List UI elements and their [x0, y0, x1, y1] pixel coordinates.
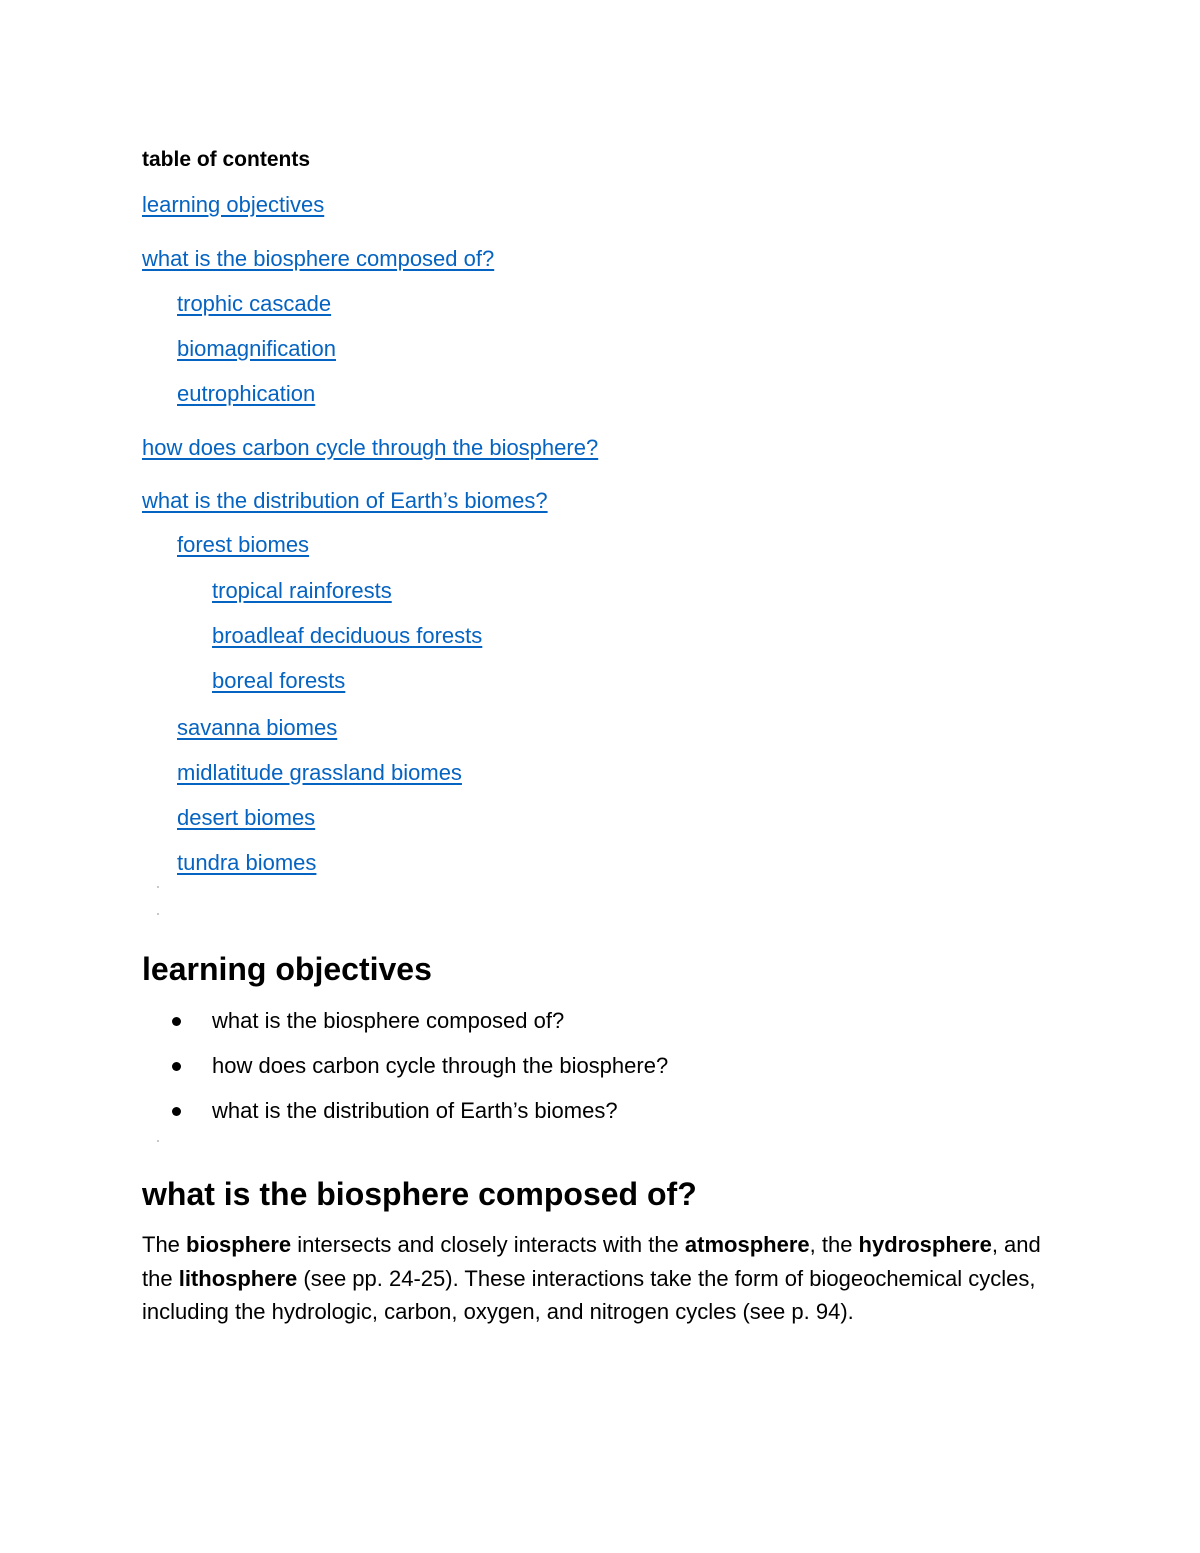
toc-link-distribution-biomes[interactable]: what is the distribution of Earth’s biomes? [142, 488, 548, 513]
list-item [172, 1051, 668, 1081]
paragraph-mark [157, 913, 159, 915]
toc-link-eutrophication[interactable]: eutrophication [177, 381, 316, 406]
bullet-icon [172, 1017, 181, 1026]
biosphere-heading: what is the biosphere composed of? [142, 1176, 697, 1212]
toc-link-trophic-cascade[interactable]: trophic cascade [177, 291, 332, 316]
para-text: (see pp. 24-25). These interactions take the form of biogeochemical cycles, including the hydrologic, carbon, oxygen, and nitrogen cycles (see p. 94). [142, 1265, 1036, 1324]
paragraph-mark [157, 886, 159, 888]
learning-objectives-heading: learning objectives [142, 951, 432, 987]
toc-link-broadleaf-deciduous-forests[interactable]: broadleaf deciduous forests [212, 623, 483, 648]
list-item [172, 1096, 618, 1126]
toc-link-carbon-cycle[interactable]: how does carbon cycle through the biosphere? [142, 435, 599, 460]
toc-link-desert-biomes[interactable]: desert biomes [177, 805, 316, 830]
para-text: , the [809, 1232, 859, 1257]
toc-link-tundra-biomes[interactable]: tundra biomes [177, 850, 317, 875]
para-text: intersects and closely interacts with the [291, 1232, 685, 1257]
term-hydrosphere: hydrosphere [858, 1232, 992, 1257]
bullet-icon [172, 1107, 181, 1116]
toc-link-biomagnification[interactable]: biomagnification [177, 336, 336, 361]
term-atmosphere: atmosphere [684, 1232, 810, 1257]
term-lithosphere: lithosphere [178, 1265, 298, 1291]
toc-title: table of contents [142, 148, 311, 171]
list-item-text: what is the distribution of Earth’s biomes? [212, 1098, 618, 1123]
bullet-icon [172, 1062, 181, 1071]
list-item [172, 1006, 564, 1036]
toc-link-tropical-rainforests[interactable]: tropical rainforests [212, 578, 392, 603]
list-item-text: how does carbon cycle through the biosphere? [212, 1053, 669, 1078]
toc-link-savanna-biomes[interactable]: savanna biomes [177, 715, 338, 740]
toc-link-learning-objectives[interactable]: learning objectives [142, 192, 325, 217]
toc-link-forest-biomes[interactable]: forest biomes [177, 532, 310, 557]
paragraph-mark [157, 1140, 159, 1142]
toc-link-midlatitude-grassland-biomes[interactable]: midlatitude grassland biomes [177, 760, 462, 785]
para-text: , and the [142, 1232, 1041, 1291]
para-text: The [142, 1232, 187, 1257]
list-item-text: what is the biosphere composed of? [212, 1008, 565, 1033]
biosphere-paragraph [142, 1228, 1042, 1329]
term-biosphere: biosphere [186, 1232, 292, 1257]
toc-link-biosphere-composed[interactable]: what is the biosphere composed of? [142, 246, 495, 271]
toc-link-boreal-forests[interactable]: boreal forests [212, 668, 346, 693]
